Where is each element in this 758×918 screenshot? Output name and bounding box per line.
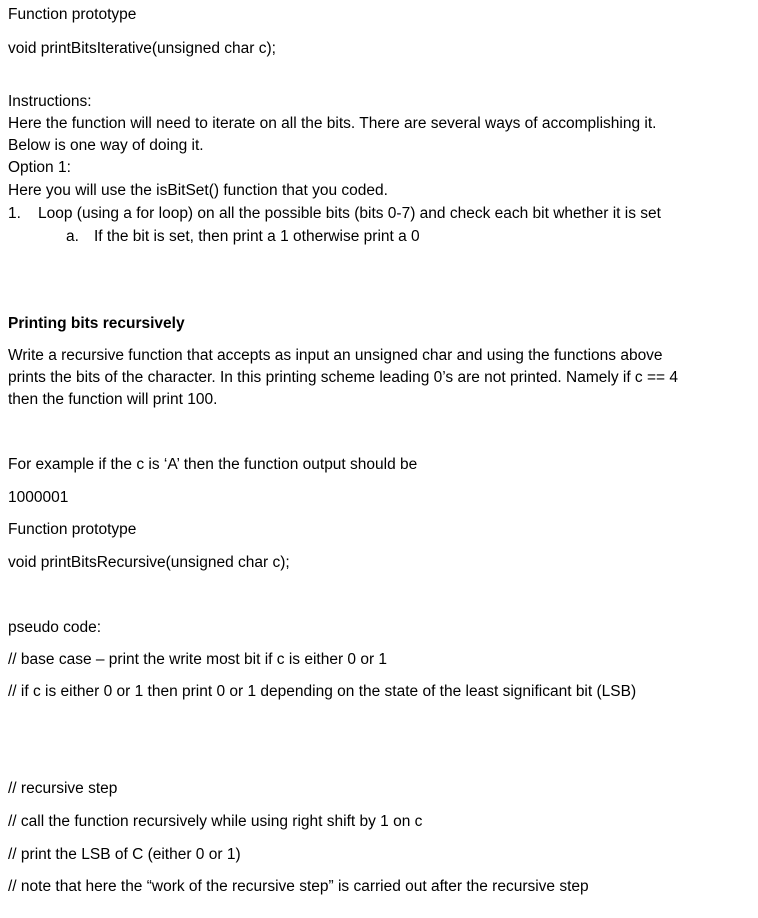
paragraph-line-3: then the function will print 100. bbox=[8, 391, 218, 408]
function-prototype-recursive: void printBitsRecursive(unsigned char c); bbox=[8, 554, 290, 571]
pseudo-code-label: pseudo code: bbox=[8, 619, 102, 636]
list-item-text: If the bit is set, then print a 1 otherwise print a 0 bbox=[94, 228, 420, 245]
option-label: Option 1: bbox=[8, 159, 71, 176]
pseudo-comment-2: // if c is either 0 or 1 then print 0 or 1 depending on the state of the least significant bit (LSB) bbox=[8, 683, 637, 700]
list-item-step-1a bbox=[66, 227, 420, 247]
paragraph-line-2: prints the bits of the character. In this printing scheme leading 0’s are not printed. Namely if c == 4 bbox=[8, 369, 679, 386]
pseudo-comment-5: // print the LSB of C (either 0 or 1) bbox=[8, 846, 241, 863]
example-line: For example if the c is ‘A’ then the function output should be bbox=[8, 456, 418, 473]
section-heading: Printing bits recursively bbox=[8, 315, 185, 332]
instructions-line-1: Here the function will need to iterate on all the bits. There are several ways of accomplishing it. bbox=[8, 115, 657, 132]
pseudo-comment-3: // recursive step bbox=[8, 780, 118, 797]
function-prototype-label-2: Function prototype bbox=[8, 521, 137, 538]
pseudo-comment-6: // note that here the “work of the recursive step” is carried out after the recursive step bbox=[8, 878, 589, 895]
instructions-line-2: Below is one way of doing it. bbox=[8, 137, 204, 154]
list-item-text: Loop (using a for loop) on all the possible bits (bits 0-7) and check each bit whether it is set bbox=[38, 205, 661, 222]
function-prototype-label-1: Function prototype bbox=[8, 6, 137, 23]
list-marker: 1. bbox=[8, 205, 21, 222]
list-item-step-1 bbox=[8, 204, 661, 224]
function-prototype-iterative: void printBitsIterative(unsigned char c); bbox=[8, 40, 276, 57]
instructions-label: Instructions: bbox=[8, 93, 92, 110]
example-output: 1000001 bbox=[8, 489, 69, 506]
option-line: Here you will use the isBitSet() function that you coded. bbox=[8, 182, 388, 199]
list-marker: a. bbox=[66, 228, 79, 245]
paragraph-line-1: Write a recursive function that accepts as input an unsigned char and using the functions above bbox=[8, 347, 663, 364]
pseudo-comment-1: // base case – print the write most bit if c is either 0 or 1 bbox=[8, 651, 388, 668]
pseudo-comment-4: // call the function recursively while using right shift by 1 on c bbox=[8, 813, 423, 830]
